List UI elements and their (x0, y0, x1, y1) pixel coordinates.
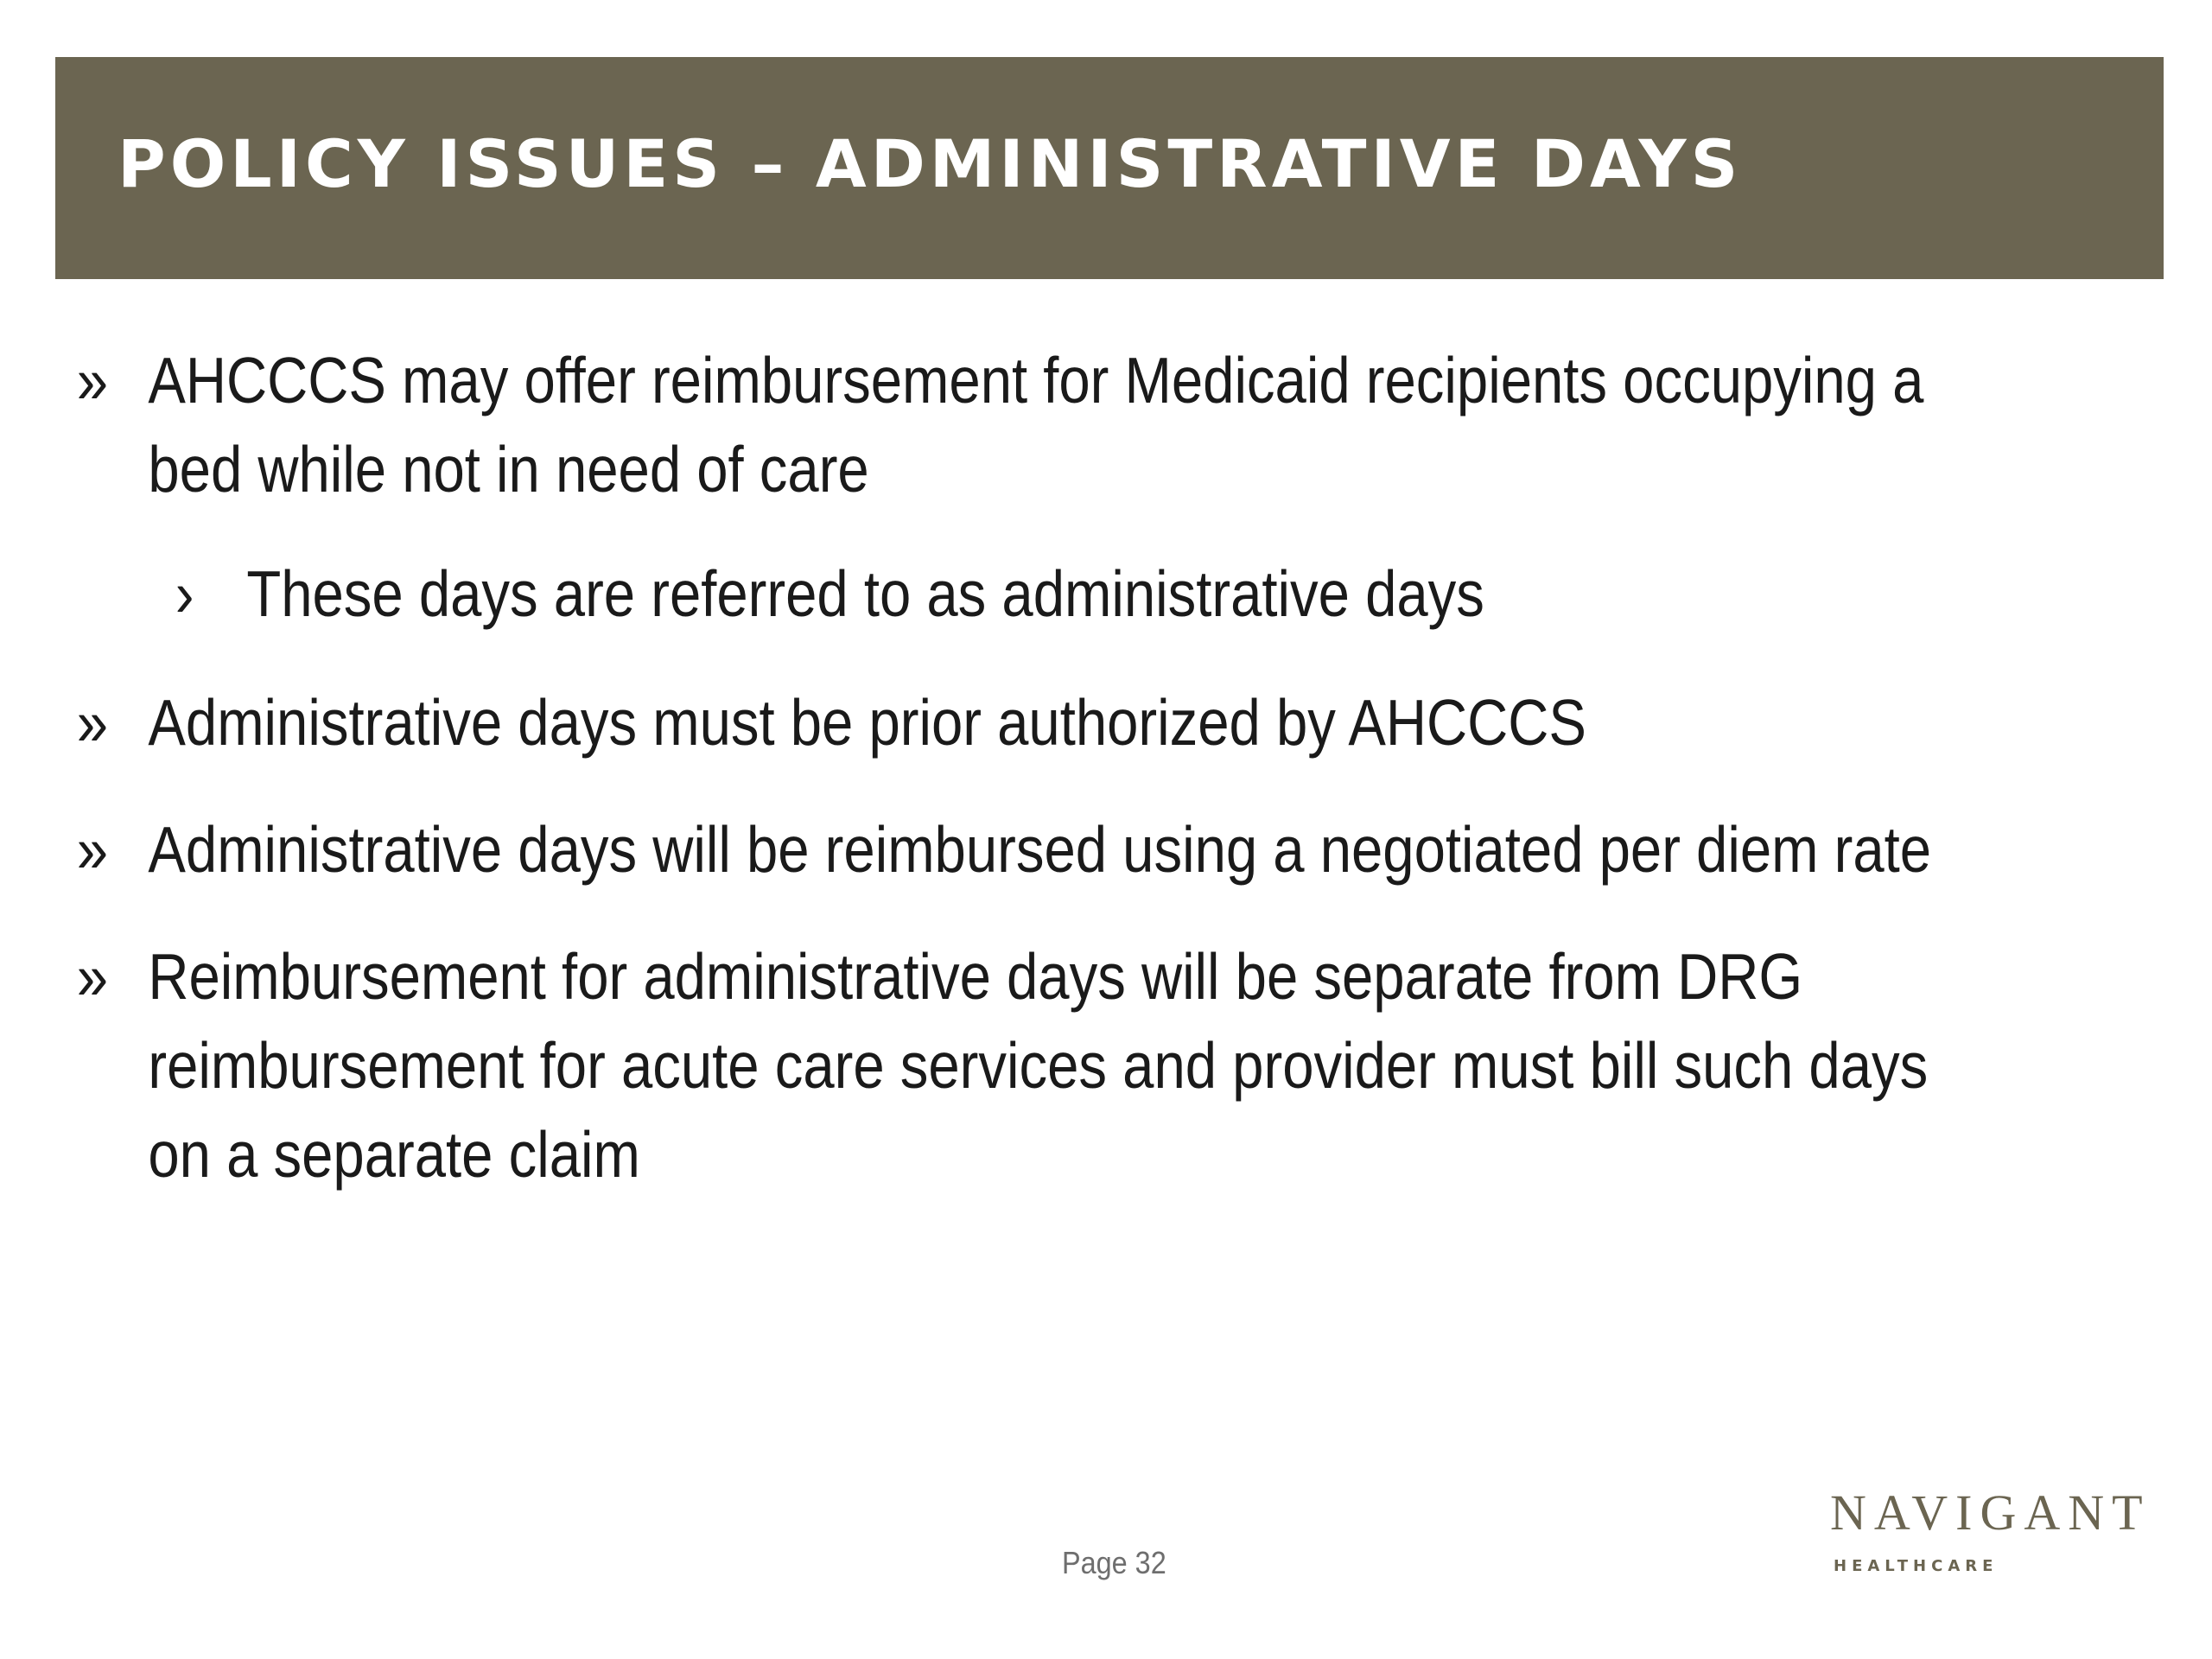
bullet-line: AHCCCS may offer reimbursement for Medicaid recipients occupying a (148, 344, 1924, 416)
logo-subtitle: HEALTHCARE (1834, 1557, 1999, 1575)
bullet-text (148, 932, 1928, 1199)
bullet-text (148, 678, 1586, 767)
bullet-line: on a separate claim (148, 1118, 640, 1191)
bullet-text (148, 336, 1923, 514)
bullet-marker: » (76, 344, 109, 416)
title-bar (55, 57, 2164, 279)
sub-bullet-text (246, 550, 1484, 639)
bullet-line: These days are referred to as administrative days (246, 557, 1484, 630)
bullet-line: Administrative days must be prior authorized by AHCCCS (148, 686, 1586, 759)
bullet-line: Administrative days will be reimbursed using a negotiated per diem rate (148, 813, 1932, 886)
bullet-line: reimbursement for acute care services and provider must bill such days (148, 1029, 1929, 1102)
bullet-marker: » (76, 940, 109, 1013)
bullet-line: Reimbursement for administrative days will be separate from DRG (148, 940, 1803, 1013)
bullet-line: bed while not in need of care (148, 433, 869, 505)
page-number: Page 32 (1062, 1545, 1166, 1580)
logo-wordmark: NAVIGANT (1830, 1484, 2151, 1541)
navigant-logo (1830, 1484, 2151, 1583)
bullet-text (148, 805, 1931, 894)
bullet-marker: » (76, 813, 109, 886)
sub-bullet-marker: › (175, 557, 194, 630)
bullet-marker: » (76, 686, 109, 759)
slide-title: POLICY ISSUES – ADMINISTRATIVE DAYS (118, 125, 1743, 202)
